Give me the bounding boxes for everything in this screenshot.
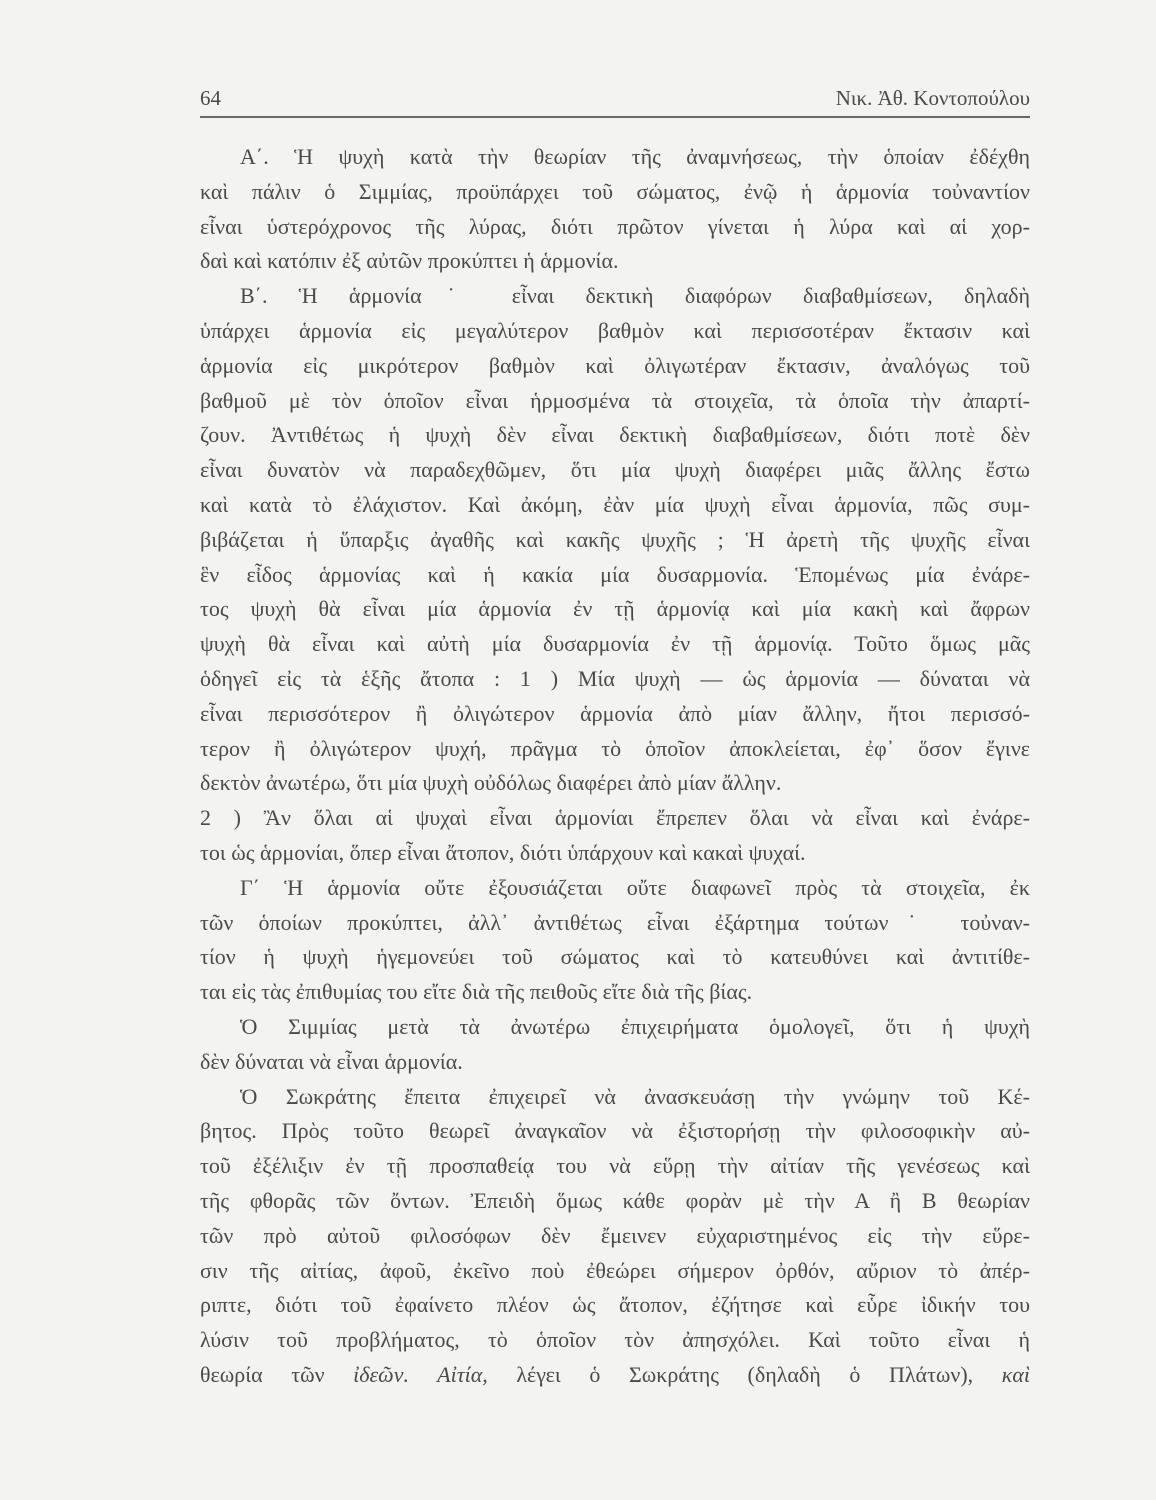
text-line: τοι ὡς ἁρμονίαι, ὅπερ εἶναι ἄτοπον, διότι ὑπάρχουν καὶ κακαὶ ψυχαί. — [200, 839, 806, 865]
text-segment: θεωρία τῶν — [200, 1361, 354, 1387]
text-line: λύσιν τοῦ προβλήματος, τὸ ὁποῖον τὸν ἀπησχόλει. Καὶ τοῦτο εἶναι ἡ — [200, 1327, 1030, 1353]
text-line: ὑπάρχει ἁρμονία εἰς μεγαλύτερον βαθμὸν καὶ περισσοτέραν ἔκτασιν καὶ — [200, 317, 1030, 343]
italic-text: ἰδεῶν. Αἰτία, — [353, 1361, 488, 1387]
text-line: 2 ) Ἂν ὅλαι αἱ ψυχαὶ εἶναι ἁρμονίαι ἔπρεπεν ὅλαι νὰ εἶναι καὶ ἐνάρε- — [200, 805, 1030, 831]
text-line: εἶναι ὑστερόχρονος τῆς λύρας, διότι πρῶτον γίνεται ἡ λύρα καὶ αἱ χορ- — [200, 213, 1030, 239]
text-line: τῶν πρὸ αὐτοῦ φιλοσόφων δὲν ἔμεινεν εὐχαριστημένος εἰς τὴν εὕρε- — [200, 1222, 1030, 1248]
page-number: 64 — [200, 86, 221, 110]
text-line: δὲν δύναται νὰ εἶναι ἁρμονία. — [200, 1048, 463, 1074]
text-line: καὶ πάλιν ὁ Σιμμίας, προϋπάρχει τοῦ σώματος, ἐνῷ ἡ ἁρμονία τοὐναντίον — [200, 178, 1030, 204]
text-line: βιβάζεται ἡ ὕπαρξις ἀγαθῆς καὶ κακῆς ψυχῆς ; Ἡ ἀρετὴ τῆς ψυχῆς εἶναι — [200, 526, 1030, 552]
text-line: τος ψυχὴ θὰ εἶναι μία ἁρμονία ἐν τῇ ἁρμονίᾳ καὶ μία κακὴ καὶ ἄφρων — [200, 596, 1030, 622]
text-line: εἶναι δυνατὸν νὰ παραδεχθῶμεν, ὅτι μία ψυχὴ διαφέρει μιᾶς ἄλλης ἔστω — [200, 457, 1030, 483]
text-line: ριπτε, διότι τοῦ ἐφαίνετο πλέον ὡς ἄτοπον, ἐζήτησε καὶ εὗρε ἰδικήν του — [200, 1292, 1030, 1318]
header-rule — [200, 116, 1030, 118]
text-line: τίον ἡ ψυχὴ ἡγεμονεύει τοῦ σώματος καὶ τὸ κατευθύνει καὶ ἀντιτίθε- — [200, 944, 1030, 970]
text-line: Γ΄ Ἡ ἁρμονία οὔτε ἐξουσιάζεται οὔτε διαφωνεῖ πρὸς τὰ στοιχεῖα, ἐκ — [240, 874, 1030, 900]
text-line: καὶ κατὰ τὸ ἐλάχιστον. Καὶ ἀκόμη, ἐὰν μία ψυχὴ εἶναι ἁρμονία, πῶς συμ- — [200, 491, 1030, 517]
italic-text: καὶ — [1001, 1361, 1031, 1387]
text-line: τοῦ ἐξέλιξιν ἐν τῇ προσπαθείᾳ του νὰ εὕρῃ τὴν αἰτίαν τῆς γενέσεως καὶ — [200, 1153, 1030, 1179]
text-line: δαὶ καὶ κατόπιν ἐξ αὐτῶν προκύπτει ἡ ἁρμονία. — [200, 248, 619, 274]
page-header — [200, 86, 1030, 110]
text-line: Ὁ Σωκράτης ἔπειτα ἐπιχειρεῖ νὰ ἀνασκευάσῃ τὴν γνώμην τοῦ Κέ- — [240, 1083, 1030, 1109]
text-line: Β΄. Ἡ ἁρμονία˙ εἶναι δεκτικὴ διαφόρων διαβαθμίσεων, δηλαδὴ — [240, 283, 1030, 309]
text-line: δεκτὸν ἀνωτέρω, ὅτι μία ψυχὴ οὐδόλως διαφέρει ἀπὸ μίαν ἄλλην. — [200, 770, 782, 796]
text-line: Ὁ Σιμμίας μετὰ τὰ ἀνωτέρω ἐπιχειρήματα ὁμολογεῖ, ὅτι ἡ ψυχὴ — [240, 1013, 1030, 1039]
text-line: ὁδηγεῖ εἰς τὰ ἑξῆς ἄτοπα : 1 ) Μία ψυχὴ — ὡς ἁρμονία — δύναται νὰ — [200, 665, 1030, 691]
text-line: εἶναι περισσότερον ἢ ὀλιγώτερον ἁρμονία ἀπὸ μίαν ἄλλην, ἤτοι περισσό- — [200, 700, 1030, 726]
text-segment: λέγει ὁ Σωκράτης (δηλαδὴ ὁ Πλάτων), — [487, 1361, 1002, 1387]
running-title: Νικ. Ἀθ. Κοντοπούλου — [835, 86, 1030, 110]
text-line: τῆς φθορᾶς τῶν ὄντων. Ἐπειδὴ ὅμως κάθε φορὰν μὲ τὴν Α ἢ Β θεωρίαν — [200, 1187, 1030, 1213]
text-line: τῶν ὁποίων προκύπτει, ἀλλ᾽ ἀντιθέτως εἶναι ἐξάρτημα τούτων˙ τοὐναν- — [200, 909, 1030, 935]
text-line — [200, 1358, 1030, 1393]
text-line: τερον ἢ ὀλιγώτερον ψυχή, πρᾶγμα τὸ ὁποῖον ἀποκλείεται, ἐφ᾽ ὅσον ἔγινε — [200, 735, 1030, 761]
text-line: ψυχὴ θὰ εἶναι καὶ αὐτὴ μία δυσαρμονία ἐν τῇ ἁρμονίᾳ. Τοῦτο ὅμως μᾶς — [200, 631, 1030, 657]
text-line: σιν τῆς αἰτίας, ἀφοῦ, ἐκεῖνο ποὺ ἐθεώρει σήμερον ὀρθόν, αὔριον τὸ ἀπέρ- — [200, 1257, 1030, 1283]
text-line: βαθμοῦ μὲ τὸν ὁποῖον εἶναι ἡρμοσμένα τὰ στοιχεῖα, τὰ ὁποῖα τὴν ἀπαρτί- — [200, 387, 1030, 413]
text-line: ἓν εἶδος ἁρμονίας καὶ ἡ κακία μία δυσαρμονία. Ἑπομένως μία ἐνάρε- — [200, 561, 1030, 587]
text-line: ζουν. Ἀντιθέτως ἡ ψυχὴ δὲν εἶναι δεκτικὴ διαβαθμίσεων, διότι ποτὲ δὲν — [200, 422, 1030, 448]
text-line: ἁρμονία εἰς μικρότερον βαθμὸν καὶ ὀλιγωτέραν ἔκτασιν, ἀναλόγως τοῦ — [200, 352, 1030, 378]
text-line: ται εἰς τὰς ἐπιθυμίας του εἴτε διὰ τῆς πειθοῦς εἴτε διὰ τῆς βίας. — [200, 979, 753, 1005]
body-text — [200, 140, 1030, 1393]
text-line: βητος. Πρὸς τοῦτο θεωρεῖ ἀναγκαῖον νὰ ἐξιστορήσῃ τὴν φιλοσοφικὴν αὐ- — [200, 1118, 1030, 1144]
text-line: Α΄. Ἡ ψυχὴ κατὰ τὴν θεωρίαν τῆς ἀναμνήσεως, τὴν ὁποίαν ἐδέχθη — [240, 144, 1030, 169]
